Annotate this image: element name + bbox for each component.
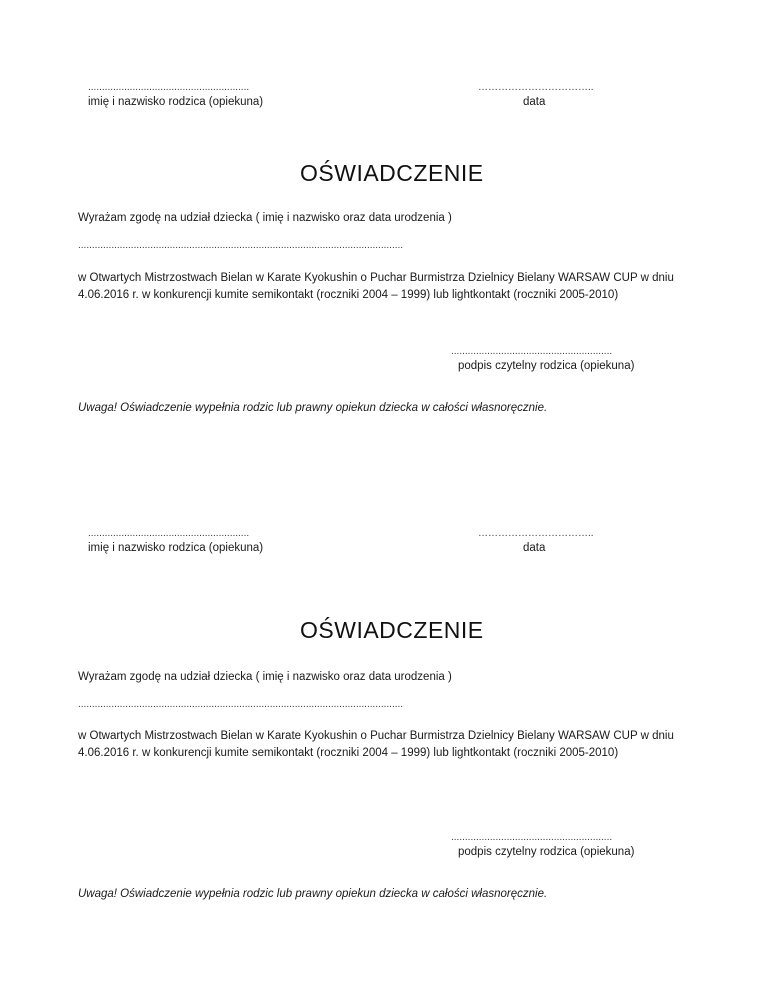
- parent-name-label: imię i nazwisko rodzica (opiekuna): [88, 542, 264, 554]
- consent-text: Wyrażam zgodę na udział dziecka ( imię i nazwisko oraz data urodzenia ): [78, 212, 452, 224]
- child-name-line: .....................................................................................................................: [78, 699, 404, 710]
- child-name-line: .....................................................................................................................: [78, 240, 404, 251]
- event-text: w Otwartych Mistrzostwach Bielan w Karate Kyokushin o Puchar Burmistrza Dzielnicy Bielany WARSAW CUP w dniu 4.06.2016 r. w konkurencji kumite semikontakt (roczniki 2004 – 1999) lub lightkontakt (roczniki 2005-2010): [78, 730, 674, 759]
- form-note: Uwaga! Oświadczenie wypełnia rodzic lub prawny opiekun dziecka w całości własnoręcznie.: [78, 888, 548, 900]
- parent-name-line: ..........................................................: [88, 82, 250, 93]
- signature-line: ..........................................................: [451, 346, 613, 357]
- event-text: w Otwartych Mistrzostwach Bielan w Karate Kyokushin o Puchar Burmistrza Dzielnicy Bielany WARSAW CUP w dniu 4.06.2016 r. w konkurencji kumite semikontakt (roczniki 2004 – 1999) lub lightkontakt (roczniki 2005-2010): [78, 272, 674, 301]
- parent-name-line: ..........................................................: [88, 528, 250, 539]
- date-line: ……………………………..: [478, 82, 594, 93]
- form-title: OŚWIADCZENIE: [300, 617, 484, 643]
- signature-line: ..........................................................: [451, 832, 613, 843]
- parent-name-label: imię i nazwisko rodzica (opiekuna): [88, 96, 264, 108]
- date-label: data: [523, 542, 546, 554]
- signature-label: podpis czytelny rodzica (opiekuna): [458, 360, 635, 372]
- form-note: Uwaga! Oświadczenie wypełnia rodzic lub prawny opiekun dziecka w całości własnoręcznie.: [78, 402, 548, 414]
- form-title: OŚWIADCZENIE: [300, 160, 484, 186]
- date-label: data: [523, 96, 546, 108]
- consent-text: Wyrażam zgodę na udział dziecka ( imię i nazwisko oraz data urodzenia ): [78, 671, 452, 683]
- signature-label: podpis czytelny rodzica (opiekuna): [458, 846, 635, 858]
- date-line: ……………………………..: [478, 528, 594, 539]
